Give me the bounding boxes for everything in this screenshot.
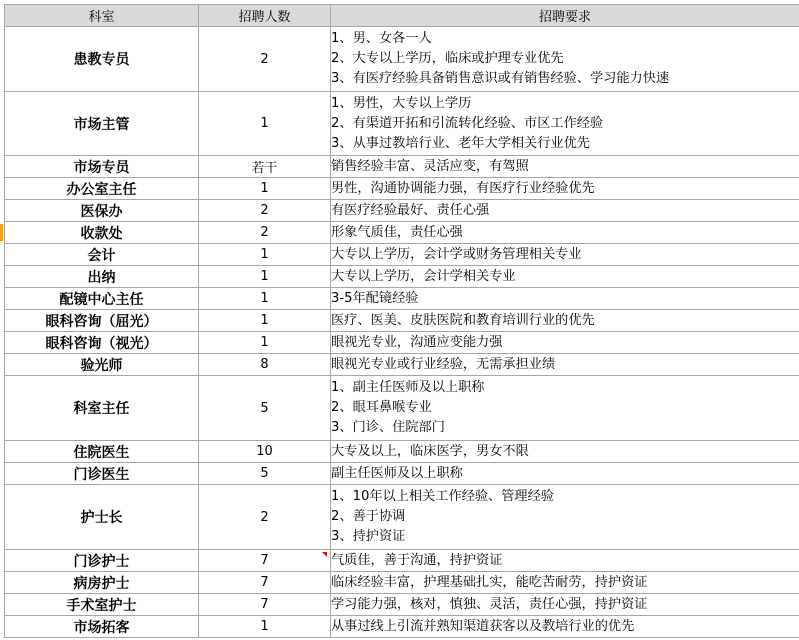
cell-count[interactable]: 10	[199, 441, 331, 463]
cell-dept[interactable]: 门诊护士	[5, 550, 199, 572]
requirement-line: 3、从事过教培行业、老年大学相关行业优先	[331, 135, 590, 151]
table-row	[5, 572, 799, 594]
cell-dept[interactable]: 收款处	[5, 222, 199, 244]
cell-requirements[interactable]	[331, 441, 799, 463]
requirement-line: 1、男、女各一人	[331, 31, 432, 46]
cell-requirements[interactable]	[331, 354, 799, 376]
requirement-line: 男性，沟通协调能力强，有医疗行业经验优先	[331, 180, 595, 196]
cell-count[interactable]: 1	[199, 266, 331, 288]
requirement-line: 眼视光专业或行业经验，无需承担业绩	[331, 356, 556, 372]
cell-count[interactable]: 1	[199, 178, 331, 200]
table-row	[5, 92, 799, 156]
requirement-line: 1、10年以上相关工作经验、管理经验	[331, 489, 554, 504]
cell-requirements[interactable]	[331, 156, 799, 178]
cell-count[interactable]: 1	[199, 244, 331, 266]
requirement-line: 气质佳，善于沟通，持护资证	[331, 552, 503, 568]
table-row	[5, 616, 799, 638]
table-row	[5, 463, 799, 485]
cell-count[interactable]: 1	[199, 616, 331, 638]
cell-requirements[interactable]	[331, 594, 799, 616]
table-row	[5, 156, 799, 178]
requirement-line: 大专以上学历，会计学或财务管理相关专业	[331, 246, 582, 262]
requirement-line: 1、副主任医师及以上职称	[331, 380, 485, 395]
cell-dept[interactable]: 办公室主任	[5, 178, 199, 200]
cell-dept[interactable]: 会计	[5, 244, 199, 266]
header-count[interactable]: 招聘人数	[199, 5, 331, 27]
cell-count[interactable]: 1	[199, 92, 331, 156]
requirement-line: 1、男性，大专以上学历	[331, 95, 472, 111]
requirement-line: 大专及以上，临床医学，男女不限	[331, 443, 529, 459]
cell-requirements[interactable]	[331, 616, 799, 638]
cell-requirements[interactable]	[331, 244, 799, 266]
cell-count[interactable]: 5	[199, 463, 331, 485]
table-row	[5, 332, 799, 354]
recruitment-table	[4, 4, 799, 638]
cell-count[interactable]: 2	[199, 222, 331, 244]
table-row	[5, 441, 799, 463]
cell-dept[interactable]: 护士长	[5, 485, 199, 550]
table-row	[5, 288, 799, 310]
requirement-line: 有医疗经验最好、责任心强	[331, 202, 490, 218]
cell-count[interactable]: 2	[199, 27, 331, 92]
table-body	[5, 27, 799, 638]
cell-dept[interactable]: 手术室护士	[5, 594, 199, 616]
cell-count[interactable]: 1	[199, 332, 331, 354]
requirement-line: 副主任医师及以上职称	[331, 465, 463, 481]
cell-dept[interactable]: 市场拓客	[5, 616, 199, 638]
cell-requirements[interactable]	[331, 222, 799, 244]
header-row	[5, 5, 799, 27]
cell-count[interactable]: 2	[199, 485, 331, 550]
cell-requirements[interactable]	[331, 266, 799, 288]
cell-count[interactable]: 1	[199, 310, 331, 332]
cell-requirements[interactable]	[331, 572, 799, 594]
cell-dept[interactable]: 市场主管	[5, 92, 199, 156]
header-dept[interactable]: 科室	[5, 5, 199, 27]
table-row	[5, 485, 799, 550]
table-row	[5, 550, 799, 572]
cell-count[interactable]: 1	[199, 288, 331, 310]
requirement-line: 3、有医疗经验具备销售意识或有销售经验、学习能力快速	[331, 71, 670, 86]
requirement-line: 3、门诊、住院部门	[331, 420, 445, 435]
header-requirements[interactable]: 招聘要求	[331, 5, 799, 27]
cell-dept[interactable]: 住院医生	[5, 441, 199, 463]
cell-requirements[interactable]	[331, 332, 799, 354]
cell-count[interactable]: 7	[199, 572, 331, 594]
table-row	[5, 27, 799, 92]
table-row	[5, 594, 799, 616]
table-row	[5, 266, 799, 288]
requirement-line: 学习能力强，核对，慎独、灵活，责任心强，持护资证	[331, 596, 648, 612]
requirement-line: 2、有渠道开拓和引流转化经验、市区工作经验	[331, 115, 604, 131]
cell-dept[interactable]: 出纳	[5, 266, 199, 288]
cell-dept[interactable]: 眼科咨询（视光）	[5, 332, 199, 354]
requirement-line: 眼视光专业，沟通应变能力强	[331, 334, 503, 350]
table-row	[5, 310, 799, 332]
cell-requirements[interactable]	[331, 485, 799, 550]
cell-count[interactable]: 7	[199, 550, 331, 572]
cell-dept[interactable]: 门诊医生	[5, 463, 199, 485]
cell-dept[interactable]: 眼科咨询（屈光）	[5, 310, 199, 332]
cell-requirements[interactable]	[331, 310, 799, 332]
cell-requirements[interactable]	[331, 376, 799, 441]
cell-requirements[interactable]	[331, 178, 799, 200]
cell-dept[interactable]: 病房护士	[5, 572, 199, 594]
cell-dept[interactable]: 验光师	[5, 354, 199, 376]
cell-requirements[interactable]	[331, 92, 799, 156]
table-row	[5, 200, 799, 222]
row-indicator	[0, 224, 3, 241]
requirement-line: 销售经验丰富、灵活应变，有驾照	[331, 158, 529, 174]
table-row	[5, 354, 799, 376]
table-row	[5, 178, 799, 200]
requirement-line: 从事过线上引流并熟知渠道获客以及教培行业的优先	[331, 618, 635, 634]
cell-count[interactable]: 8	[199, 354, 331, 376]
requirement-line: 医疗、医美、皮肤医院和教育培训行业的优先	[331, 312, 595, 328]
cell-requirements[interactable]	[331, 288, 799, 310]
requirement-line: 2、大专以上学历，临床或护理专业优先	[331, 51, 564, 66]
cell-dept[interactable]: 配镜中心主任	[5, 288, 199, 310]
cell-count[interactable]: 2	[199, 200, 331, 222]
cell-dept[interactable]: 患教专员	[5, 27, 199, 92]
table-row	[5, 244, 799, 266]
table-row	[5, 376, 799, 441]
requirement-line: 临床经验丰富，护理基础扎实，能吃苦耐劳，持护资证	[331, 574, 648, 590]
requirement-line: 形象气质佳，责任心强	[331, 224, 463, 240]
cell-dept[interactable]: 市场专员	[5, 156, 199, 178]
cell-dept[interactable]: 科室主任	[5, 376, 199, 441]
requirement-line: 2、善于协调	[331, 509, 406, 524]
requirement-line: 大专以上学历，会计学相关专业	[331, 268, 516, 284]
cell-requirements[interactable]	[331, 27, 799, 92]
cell-count[interactable]: 5	[199, 376, 331, 441]
cell-count[interactable]: 7	[199, 594, 331, 616]
requirement-line: 3-5年配镜经验	[331, 290, 419, 306]
cell-dept[interactable]: 医保办	[5, 200, 199, 222]
requirement-line: 3、持护资证	[331, 529, 406, 544]
cell-count[interactable]: 若干	[199, 156, 331, 178]
table-row	[5, 222, 799, 244]
cell-requirements[interactable]	[331, 200, 799, 222]
cell-requirements[interactable]	[331, 550, 799, 572]
requirement-line: 2、眼耳鼻喉专业	[331, 400, 432, 415]
cell-requirements[interactable]	[331, 463, 799, 485]
